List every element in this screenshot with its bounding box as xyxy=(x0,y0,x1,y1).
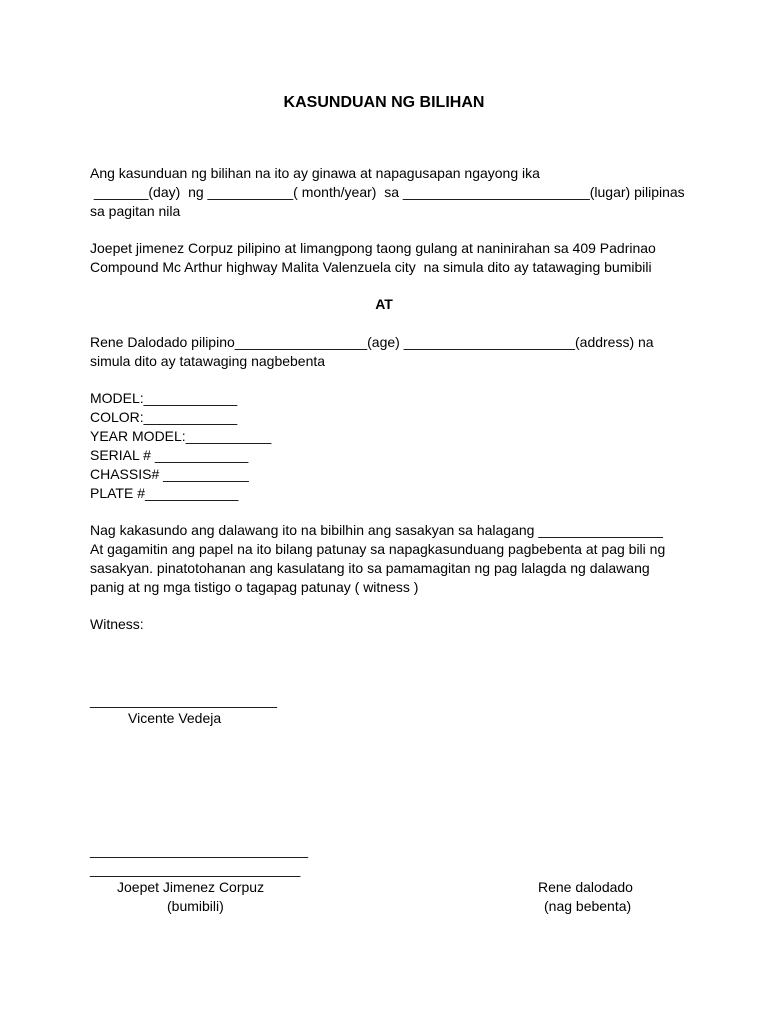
vehicle-field-chassis: CHASSIS# ___________ xyxy=(90,466,249,482)
buyer-line-1: Joepet jimenez Corpuz pilipino at limangpong taong gulang at naninirahan sa 409 Padrinao xyxy=(90,240,656,256)
seller-line-2: simula dito ay tatawaging nagbebenta xyxy=(90,353,326,369)
agreement-line-4: panig at ng mga tistigo o tagapag patunay ( witness ) xyxy=(90,579,419,595)
vehicle-field-model: MODEL:____________ xyxy=(90,390,238,406)
at-heading: AT xyxy=(375,296,393,312)
signature-line-1: ____________________________ xyxy=(90,842,309,858)
buyer-signature-name: Joepet Jimenez Corpuz xyxy=(117,879,265,895)
buyer-signature-role: (bumibili) xyxy=(167,898,224,914)
agreement-line-1: Nag kakasundo ang dalawang ito na bibilhin ang sasakyan sa halagang ________________ xyxy=(90,522,663,538)
vehicle-field-plate: PLATE #____________ xyxy=(90,485,239,501)
intro-line-3: sa pagitan nila xyxy=(90,203,181,219)
seller-signature-role: (nag bebenta) xyxy=(544,898,632,914)
witness-signature-line: ________________________ xyxy=(90,692,277,708)
buyer-line-2: Compound Mc Arthur highway Malita Valenzuela city na simula dito ay tatawaging bumibili xyxy=(90,259,652,275)
vehicle-field-year-model: YEAR MODEL:___________ xyxy=(90,428,272,444)
witness-name: Vicente Vedeja xyxy=(128,710,222,726)
document-title: KASUNDUAN NG BILIHAN xyxy=(283,94,485,111)
agreement-line-3: sasakyan. pinatotohanan ang kasulatang ito sa pamamagitan ng pag lalagda ng dalawang xyxy=(90,560,650,576)
seller-line-1: Rene Dalodado pilipino_________________(age) ______________________(address) na xyxy=(90,334,654,350)
intro-line-1: Ang kasunduan ng bilihan na ito ay ginawa at napagusapan ngayong ika xyxy=(90,165,540,181)
seller-signature-name: Rene dalodado xyxy=(538,879,633,895)
signature-line-2: ___________________________ xyxy=(90,861,301,877)
agreement-line-2: At gagamitin ang papel na ito bilang patunay sa napagkasunduang pagbebenta at pag bili ng xyxy=(90,541,666,557)
vehicle-field-color: COLOR:____________ xyxy=(90,409,238,425)
witness-label: Witness: xyxy=(90,616,144,632)
vehicle-field-serial: SERIAL # ____________ xyxy=(90,447,249,463)
intro-line-2: _______(day) ng ___________( month/year) sa ________________________(lugar) pilipinas xyxy=(90,184,685,200)
